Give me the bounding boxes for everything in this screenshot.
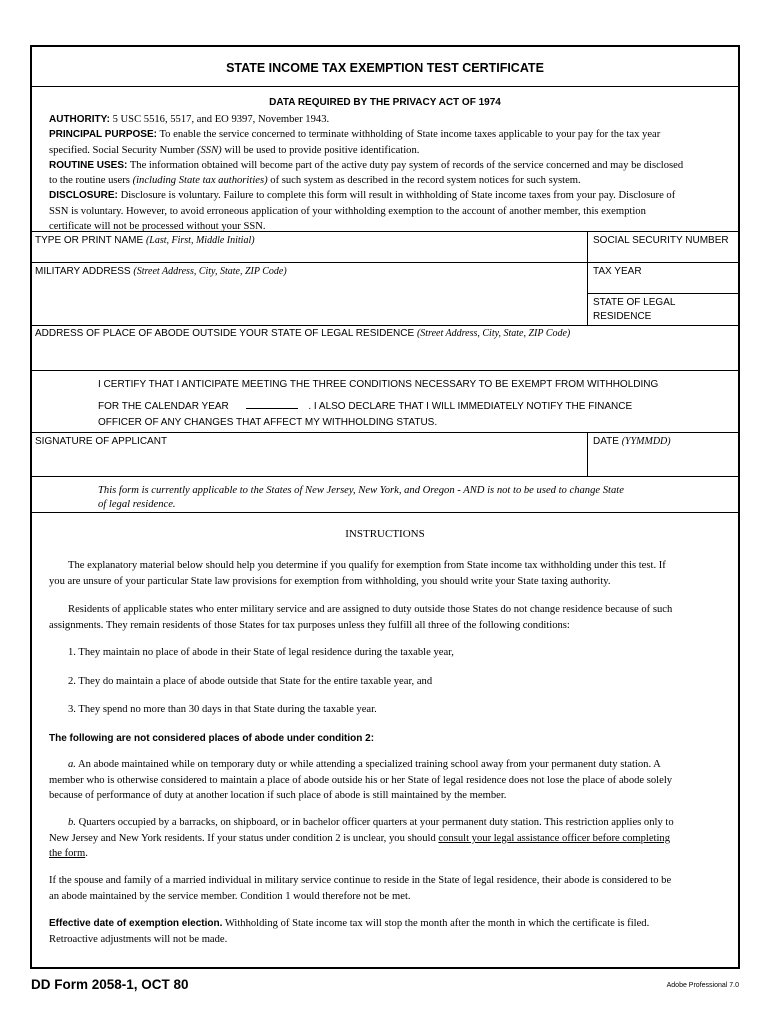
paragraph-line: If the spouse and family of a married individual in military service continue to reside in the State of legal residence, their abode is considered to be (49, 875, 672, 886)
privacy-act-block (49, 112, 739, 234)
calendar-year-input[interactable] (246, 398, 298, 409)
divider (31, 325, 739, 326)
paragraph-line: you are unsure of your particular State law provisions for exemption from withholding, you should write your State taxing authority. (49, 575, 611, 587)
signature-field[interactable] (35, 436, 167, 447)
authority-label: AUTHORITY: (49, 114, 110, 125)
instructions-paragraph-1 (49, 558, 666, 589)
certification-text: . I ALSO DECLARE THAT I WILL IMMEDIATELY NOTIFY THE FINANCE (308, 401, 633, 412)
paragraph-line: The explanatory material below should help you determine if you qualify for exemption from State income tax withholding under this test. If (68, 560, 666, 571)
routine-label: ROUTINE USES: (49, 159, 128, 171)
name-label: TYPE OR PRINT NAME (35, 235, 144, 246)
condition-1: 1. They maintain no place of abode in their State of legal residence during the taxable year, (68, 647, 454, 658)
disclosure-text-2: SSN is voluntary. However, to avoid erroneous application of your withholding exemption to the account of another member, this exemption (49, 205, 646, 217)
item-b (49, 815, 674, 862)
applicability-note (98, 484, 624, 511)
item-b-marker: b. (68, 817, 76, 828)
disclosure-text: Disclosure is voluntary. Failure to complete this form will result in withholding of State income taxes from your pay. Disclosure of (120, 190, 676, 202)
applicability-note-line-1: This form is currently applicable to the States of New Jersey, New York, and Oregon - AND is not to be used to change State (98, 485, 624, 496)
column-divider (587, 231, 588, 325)
paragraph-line: an abode maintained by the service member. Condition 1 would therefore not be met. (49, 890, 411, 902)
ssn-abbrev: (SSN) (196, 144, 222, 156)
state-legal-residence-field[interactable] (593, 296, 675, 324)
effective-date-label: Effective date of exemption election. (49, 918, 223, 929)
paragraph-line: Retroactive adjustments will not be made. (49, 933, 228, 945)
not-abode-heading: The following are not considered places of abode under condition 2: (49, 733, 375, 744)
legal-assistance-note: consult your legal assistance officer before completing (438, 832, 671, 844)
routine-text: The information obtained will become part of the active duty pay system of records of the service concerned and may be disclosed (129, 159, 684, 171)
state-legal-residence-label: STATE OF LEGAL (593, 297, 676, 308)
purpose-text: To enable the service concerned to terminate withholding of State income taxes applicable to your pay for the tax year (159, 129, 661, 141)
military-address-hint: (Street Address, City, State, ZIP Code) (133, 266, 287, 277)
divider (31, 512, 739, 513)
divider (31, 370, 739, 371)
condition-2: 2. They do maintain a place of abode outside that State for the entire taxable year, and (68, 676, 433, 687)
column-divider (587, 432, 588, 476)
paragraph-line: assignments. They remain residents of those States for tax purposes unless they fulfill all three of the following conditions: (49, 619, 570, 631)
divider (31, 476, 739, 477)
paragraph-line: Residents of applicable states who enter military service and are assigned to duty outside those States do not change residence because of such (68, 604, 673, 615)
period: . (85, 848, 88, 860)
divider (31, 86, 739, 87)
divider (31, 432, 739, 433)
ssn-label: SOCIAL SECURITY NUMBER (593, 235, 729, 246)
paragraph-line: Quarters occupied by a barracks, on shipboard, or in bachelor officer quarters at your permanent duty station. This restriction applies only to (75, 817, 674, 828)
routine-text-2: to the routine users (49, 175, 133, 187)
paragraph-line: Withholding of State income tax will stop the month after the month in which the certificate is filed. (222, 918, 650, 929)
software-note: Adobe Professional 7.0 (666, 982, 739, 989)
certification-line-2 (98, 398, 632, 412)
calendar-year-label: FOR THE CALENDAR YEAR (98, 401, 229, 412)
form-title: STATE INCOME TAX EXEMPTION TEST CERTIFICATE (226, 61, 544, 75)
instructions-heading: INSTRUCTIONS (345, 528, 425, 540)
purpose-text-3: will be used to provide positive identification. (221, 144, 420, 156)
form-id: DD Form 2058-1, OCT 80 (31, 977, 189, 992)
purpose-label: PRINCIPAL PURPOSE: (49, 129, 157, 141)
condition-3: 3. They spend no more than 30 days in that State during the taxable year. (68, 704, 377, 715)
routine-users-note: (including State tax authorities) (132, 175, 268, 187)
paragraph-line: member who is otherwise considered to maintain a place of abode outside his or her State of legal residence does not lose the place of abode solely (49, 774, 673, 786)
name-hint: (Last, First, Middle Initial) (145, 235, 255, 246)
certification-line-3: OFFICER OF ANY CHANGES THAT AFFECT MY WITHHOLDING STATUS. (98, 417, 438, 428)
date-label: DATE (593, 436, 619, 447)
disclosure-label: DISCLOSURE: (49, 190, 118, 202)
legal-assistance-note-end: the form (49, 848, 86, 860)
military-address-field[interactable] (35, 266, 287, 277)
divider (31, 262, 739, 263)
tax-year-field[interactable] (593, 266, 642, 277)
paragraph-line: New Jersey and New York residents. If your status under condition 2 is unclear, you should (49, 832, 439, 844)
divider (587, 293, 739, 294)
purpose-text-2: specified. Social Security Number (49, 144, 197, 156)
effective-date-paragraph (49, 916, 649, 947)
paragraph-line: because of performance of duty at another location if such place of abode is still maintained by the member. (49, 790, 507, 802)
state-legal-residence-label-2: RESIDENCE (593, 311, 652, 322)
date-field[interactable] (593, 436, 671, 447)
routine-text-3: of such system as described in the record system notices for such system. (267, 175, 581, 187)
item-a (49, 757, 672, 804)
authority-text: 5 USC 5516, 5517, and EO 9397, November 1943. (112, 114, 330, 125)
privacy-heading: DATA REQUIRED BY THE PRIVACY ACT OF 1974 (269, 97, 501, 108)
instructions-paragraph-2 (49, 602, 672, 633)
tax-year-label: TAX YEAR (593, 266, 642, 277)
item-a-marker: a. (68, 759, 76, 770)
name-field[interactable] (35, 235, 255, 246)
applicability-note-line-2: of legal residence. (98, 498, 176, 510)
military-address-label: MILITARY ADDRESS (35, 266, 131, 277)
disclosure-text-3: certificate will not be processed without your SSN. (49, 221, 266, 233)
signature-label: SIGNATURE OF APPLICANT (35, 436, 168, 447)
divider (31, 231, 739, 232)
date-hint: (YYMMDD) (621, 436, 671, 447)
abode-address-field[interactable] (35, 328, 570, 339)
abode-hint: (Street Address, City, State, ZIP Code) (416, 328, 571, 339)
spouse-paragraph (49, 873, 671, 904)
certification-line-1: I CERTIFY THAT I ANTICIPATE MEETING THE THREE CONDITIONS NECESSARY TO BE EXEMPT FROM WITHHOLDING (98, 379, 659, 390)
paragraph-line: An abode maintained while on temporary duty or while attending a specialized training school away from your permanent duty station. A (75, 759, 661, 770)
ssn-field[interactable] (593, 235, 729, 246)
abode-label: ADDRESS OF PLACE OF ABODE OUTSIDE YOUR STATE OF LEGAL RESIDENCE (35, 328, 415, 339)
